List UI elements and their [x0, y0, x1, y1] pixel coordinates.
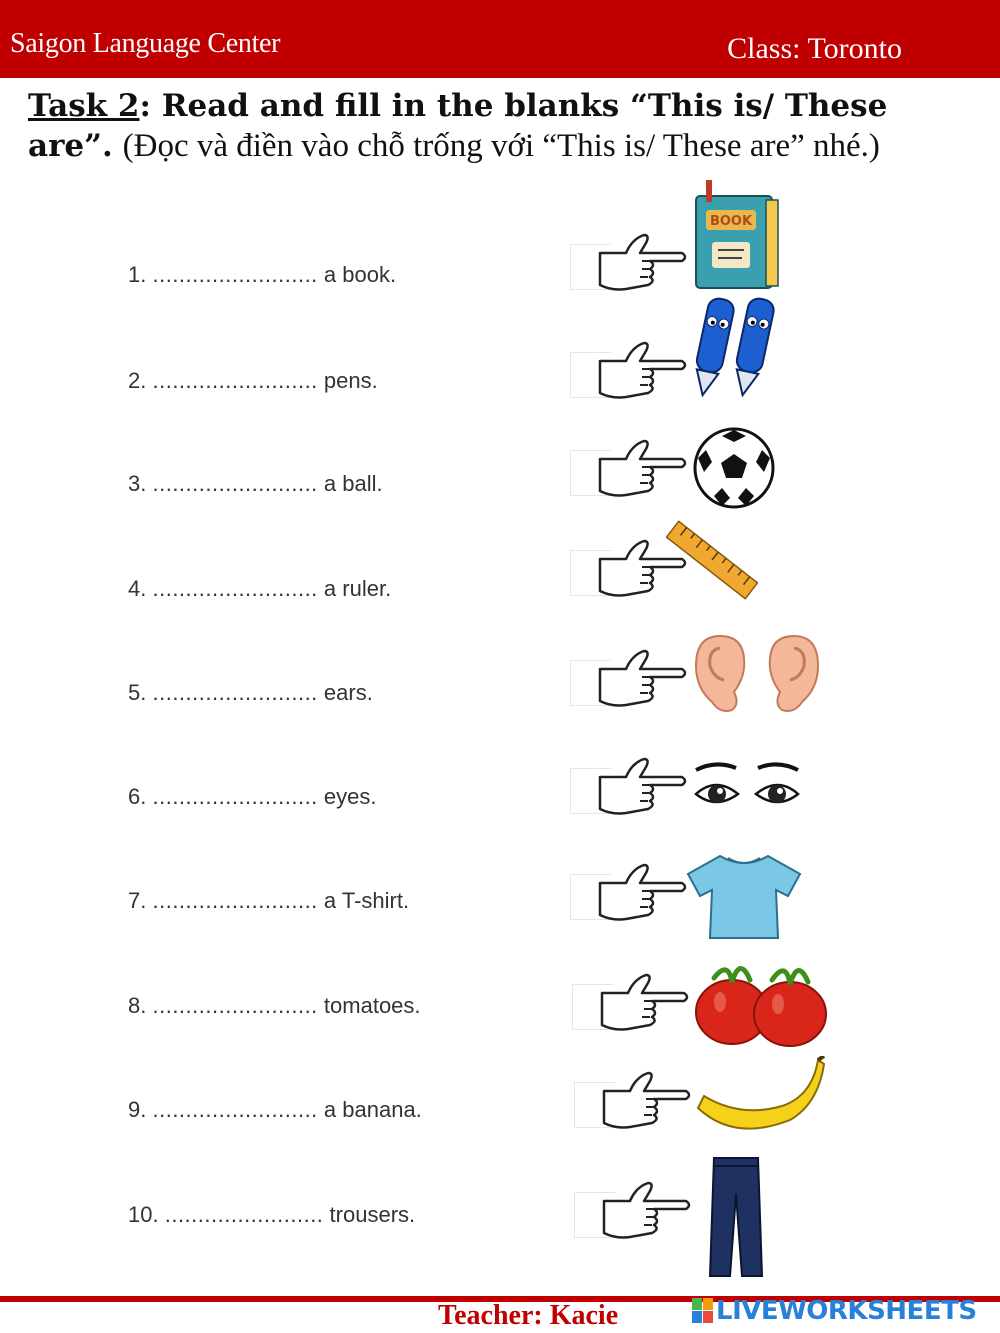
liveworksheets-logo-icon	[692, 1298, 714, 1324]
pointing-hand-icon	[598, 434, 688, 504]
task-label: Task 2	[28, 88, 140, 124]
answer-blank[interactable]: .........................	[152, 1097, 318, 1122]
exercise-item-3	[128, 471, 383, 497]
pointing-hand-icon	[598, 336, 688, 406]
item-text: ears.	[323, 680, 373, 705]
item-text: a banana.	[323, 1097, 422, 1122]
pointing-hand-icon	[598, 752, 688, 822]
ruler-icon	[666, 518, 758, 602]
task-instruction	[28, 86, 968, 166]
class-label: Class: Toronto	[727, 32, 902, 65]
answer-blank[interactable]: .........................	[152, 888, 318, 913]
trousers-icon	[708, 1156, 764, 1280]
pointing-hand-icon	[600, 968, 690, 1038]
teacher-name: Teacher: Kacie	[438, 1300, 619, 1331]
item-number: 6.	[128, 784, 147, 809]
exercise-item-10	[128, 1202, 415, 1228]
exercise-item-2	[128, 368, 378, 394]
item-text: tomatoes.	[323, 993, 421, 1018]
eyes-icon	[692, 758, 802, 818]
item-number: 9.	[128, 1097, 147, 1122]
tshirt-icon	[684, 852, 804, 942]
tomatoes-icon	[692, 950, 832, 1050]
item-text: eyes.	[323, 784, 377, 809]
item-number: 2.	[128, 368, 147, 393]
item-number: 4.	[128, 576, 147, 601]
ears-icon	[690, 632, 824, 718]
item-number: 8.	[128, 993, 147, 1018]
pointing-hand-icon	[602, 1176, 692, 1246]
item-number: 3.	[128, 471, 147, 496]
pointing-hand-icon	[602, 1066, 692, 1136]
liveworksheets-brand: LIVEWORKSHEETS	[716, 1296, 977, 1326]
item-number: 1.	[128, 262, 147, 287]
task-instruction-bold: : Read and fill in the blanks “This is/ These are”.	[28, 88, 888, 164]
exercise-item-9	[128, 1097, 422, 1123]
answer-blank[interactable]: .........................	[152, 680, 318, 705]
answer-blank[interactable]: .........................	[152, 368, 318, 393]
pens-icon	[686, 290, 780, 404]
answer-blank[interactable]: .........................	[152, 471, 318, 496]
item-number: 5.	[128, 680, 147, 705]
pointing-hand-icon	[598, 644, 688, 714]
exercise-item-7	[128, 888, 409, 914]
exercise-item-6	[128, 784, 377, 810]
school-name: Saigon Language Center	[10, 28, 281, 59]
banana-icon	[694, 1056, 830, 1146]
item-number: 7.	[128, 888, 147, 913]
answer-blank[interactable]: .........................	[152, 993, 318, 1018]
item-number: 10.	[128, 1202, 159, 1227]
item-text: a book.	[323, 262, 397, 287]
svg-text:BOOK: BOOK	[709, 214, 753, 229]
item-text: trousers.	[329, 1202, 416, 1227]
pointing-hand-icon	[598, 228, 688, 298]
answer-blank[interactable]: ........................	[164, 1202, 324, 1227]
header-bar	[0, 0, 1000, 78]
item-text: a T-shirt.	[323, 888, 410, 913]
book-icon	[688, 180, 784, 292]
item-text: a ball.	[323, 471, 383, 496]
item-text: pens.	[323, 368, 378, 393]
task-instruction-vietnamese: (Đọc và điền vào chỗ trống với “This is/ These are” nhé.)	[122, 128, 880, 164]
exercise-item-1	[128, 262, 396, 288]
exercise-item-5	[128, 680, 373, 706]
item-text: a ruler.	[323, 576, 392, 601]
exercise-item-8	[128, 993, 421, 1019]
answer-blank[interactable]: .........................	[152, 262, 318, 287]
answer-blank[interactable]: .........................	[152, 576, 318, 601]
exercise-item-4	[128, 576, 391, 602]
answer-blank[interactable]: .........................	[152, 784, 318, 809]
pointing-hand-icon	[598, 858, 688, 928]
ball-icon	[692, 426, 776, 510]
